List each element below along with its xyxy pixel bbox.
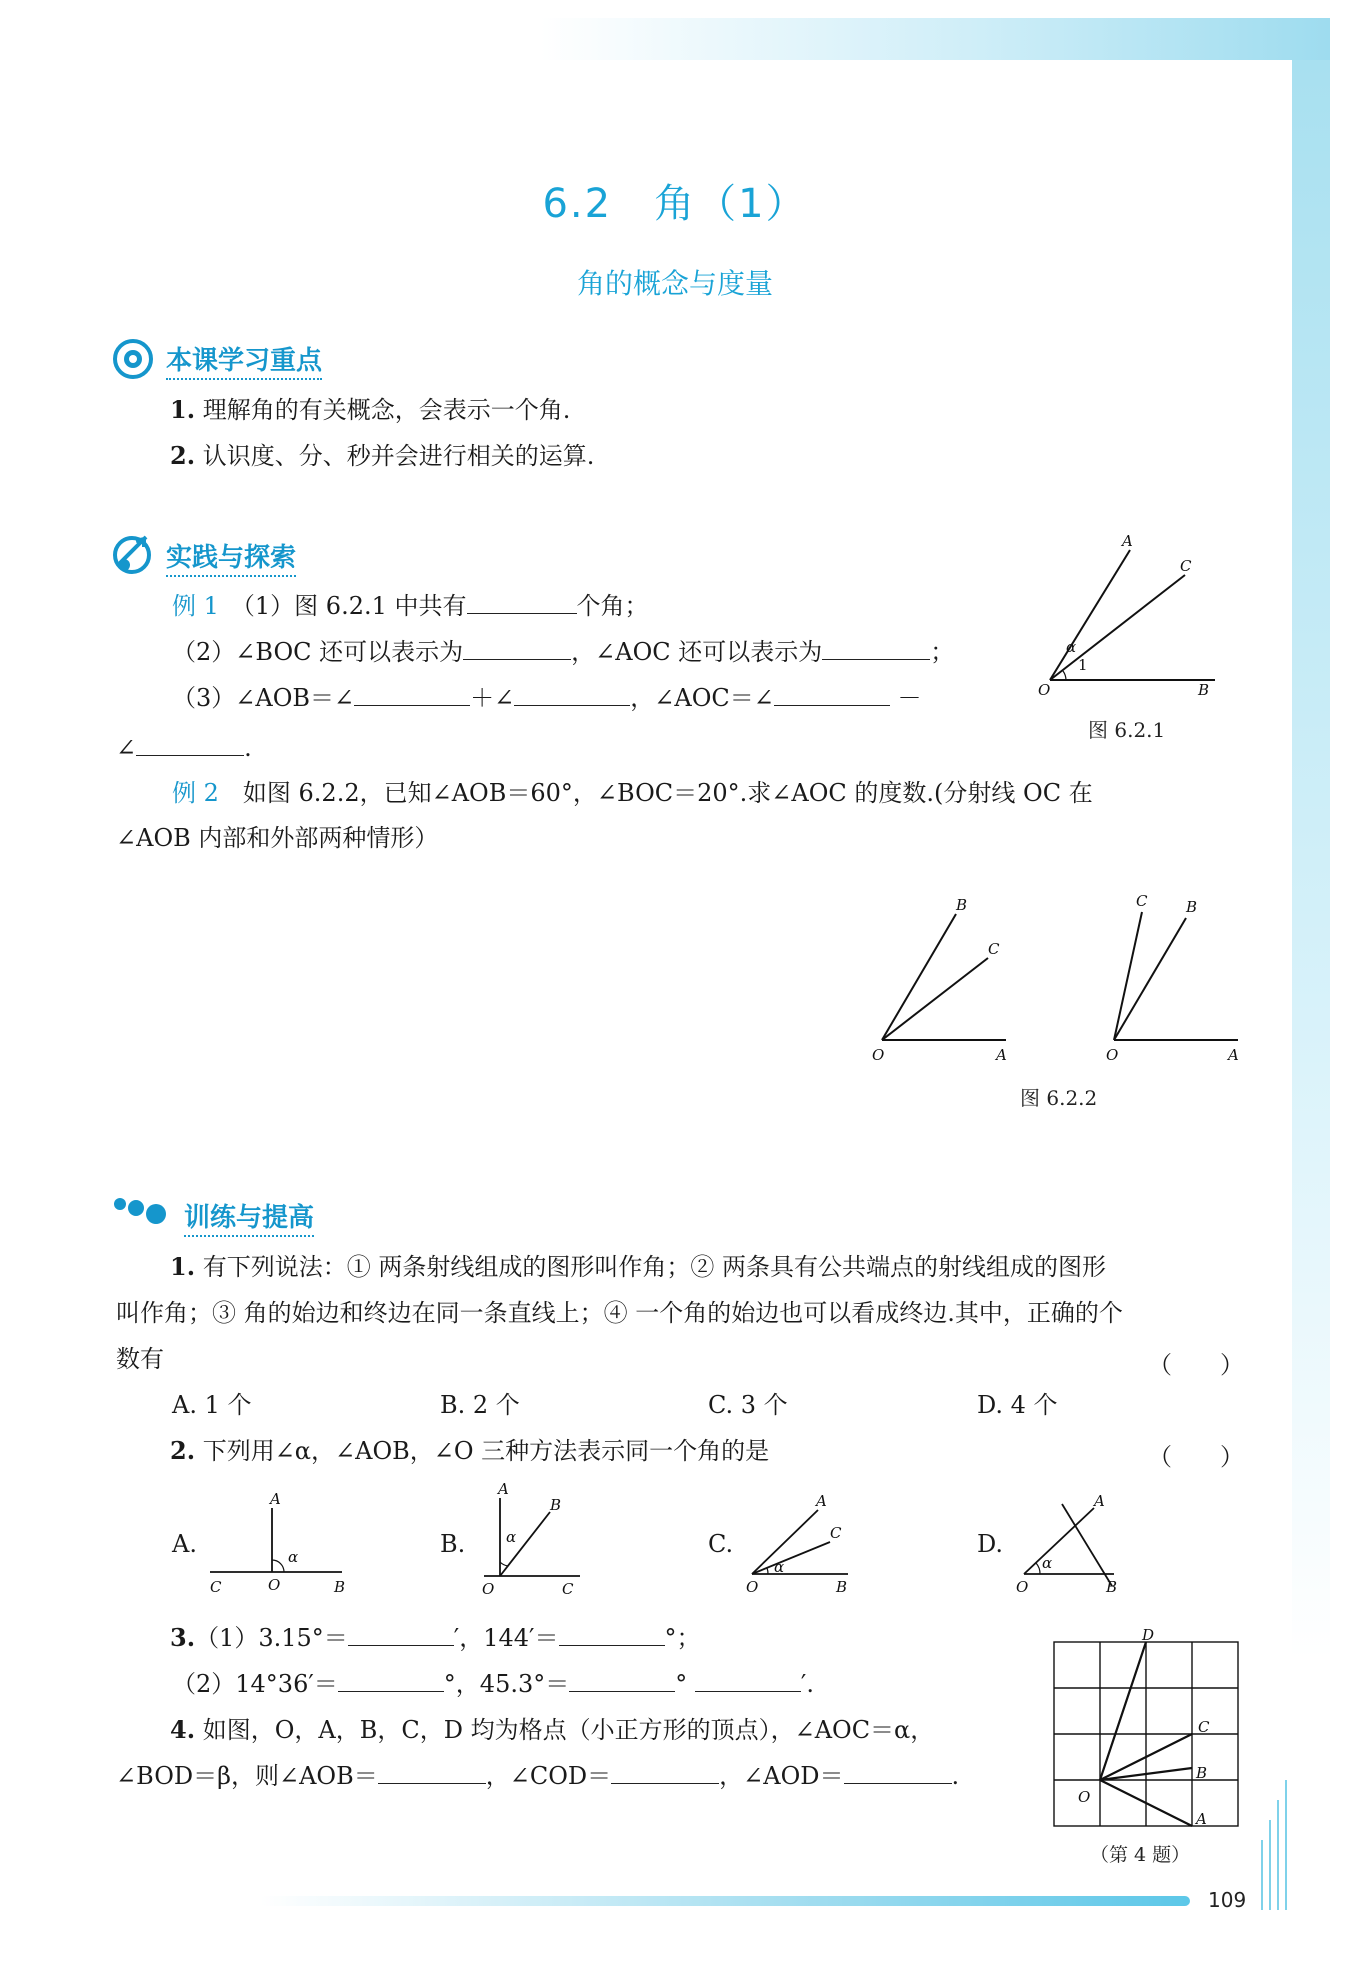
- svg-text:B: B: [550, 1496, 562, 1514]
- section-heading-practice: 实践与探索: [166, 537, 296, 577]
- section-heading-training: 训练与提高: [184, 1197, 314, 1237]
- example1-q3-cont: ∠ .: [116, 734, 252, 762]
- answer-blank[interactable]: [844, 1761, 952, 1784]
- answer-blank[interactable]: [378, 1761, 486, 1784]
- svg-text:D: D: [1142, 1626, 1155, 1644]
- svg-text:C: C: [988, 940, 1000, 958]
- page-subtitle: 角的概念与度量: [576, 267, 773, 300]
- answer-blank[interactable]: [354, 683, 470, 706]
- q1-option-c: C. 3 个: [708, 1391, 788, 1419]
- svg-text:α: α: [1066, 638, 1077, 656]
- q1-option-b: B. 2 个: [440, 1391, 520, 1419]
- svg-text:B: B: [836, 1578, 848, 1596]
- svg-text:O: O: [268, 1576, 281, 1594]
- q2-figure-a: [200, 1490, 350, 1600]
- q2-answer-paren[interactable]: （ ）: [1148, 1443, 1244, 1471]
- example2-line2: ∠AOB 内部和外部两种情形）: [116, 824, 439, 852]
- q1-option-a: A. 1 个: [172, 1391, 252, 1419]
- q2-figure-b: [470, 1480, 600, 1600]
- example1-q1: 例 1 （1）图 6.2.1 中共有 个角；: [172, 592, 649, 620]
- svg-text:O: O: [1038, 681, 1051, 699]
- answer-blank[interactable]: [569, 1669, 675, 1692]
- q1-line1: 1. 有下列说法：① 两条射线组成的图形叫作角；② 两条具有公共端点的射线组成的图形: [170, 1252, 1106, 1281]
- svg-text:B: B: [1198, 681, 1210, 699]
- decoration-vertical-lines: [1258, 1780, 1298, 1910]
- svg-text:O: O: [872, 1046, 885, 1064]
- answer-blank[interactable]: [338, 1669, 444, 1692]
- q1-line2: 叫作角；③ 角的始边和终边在同一条直线上；④ 一个角的始边也可以看成终边.其中，正确的个: [116, 1299, 1123, 1327]
- q4-line1: 4. 如图，O，A，B，C，D 均为格点（小正方形的顶点），∠AOC＝α，: [170, 1715, 935, 1744]
- svg-text:C: C: [1136, 892, 1148, 910]
- svg-text:A: A: [816, 1492, 827, 1510]
- figure-6-2-1-caption: 图 6.2.1: [1088, 718, 1166, 742]
- answer-blank[interactable]: [822, 637, 930, 660]
- svg-text:B: B: [1196, 1764, 1208, 1782]
- svg-text:C: C: [830, 1524, 842, 1542]
- answer-blank[interactable]: [611, 1761, 719, 1784]
- svg-text:A: A: [498, 1480, 509, 1498]
- key-point-2: 2. 认识度、分、秒并会进行相关的运算.: [170, 441, 595, 470]
- svg-text:A: A: [270, 1490, 281, 1508]
- answer-blank[interactable]: [559, 1623, 665, 1646]
- q2-figure-c: [738, 1486, 868, 1596]
- svg-text:α: α: [1042, 1554, 1053, 1572]
- svg-text:C: C: [1180, 557, 1192, 575]
- svg-text:α: α: [288, 1548, 299, 1566]
- q2-option-b-label: B.: [440, 1530, 466, 1558]
- q2-option-a-label: A.: [172, 1530, 197, 1558]
- example1-q3: （3）∠AOB＝∠ ＋∠ ，∠AOC＝∠ －: [172, 684, 922, 712]
- q4-figure-caption: （第 4 题）: [1090, 1844, 1191, 1866]
- svg-text:O: O: [1106, 1046, 1119, 1064]
- q4-grid-figure: [1046, 1628, 1246, 1828]
- q2-figure-d: [1010, 1488, 1140, 1598]
- answer-blank[interactable]: [467, 591, 577, 614]
- answer-blank[interactable]: [774, 683, 890, 706]
- svg-text:B: B: [956, 896, 968, 914]
- svg-text:A: A: [1228, 1046, 1239, 1064]
- q1-answer-paren[interactable]: （ ）: [1148, 1351, 1244, 1379]
- figure-6-2-1: [1030, 530, 1230, 700]
- svg-text:A: A: [1122, 532, 1133, 550]
- svg-text:O: O: [746, 1578, 759, 1596]
- q2-option-c-label: C.: [708, 1530, 734, 1558]
- svg-text:C: C: [562, 1580, 574, 1598]
- answer-blank[interactable]: [695, 1669, 801, 1692]
- svg-text:A: A: [1196, 1810, 1207, 1828]
- q3-line2: （2）14°36′＝ °，45.3°＝ ° ′.: [172, 1670, 814, 1698]
- svg-text:B: B: [1106, 1578, 1118, 1596]
- section-heading-key-points: 本课学习重点: [166, 340, 322, 380]
- q3-line1: 3.（1）3.15°＝ ′，144′＝ °；: [170, 1623, 701, 1652]
- bottom-decoration-bar: [260, 1896, 1190, 1906]
- top-decoration-band: [540, 18, 1330, 60]
- answer-blank[interactable]: [348, 1623, 454, 1646]
- figure-6-2-2: [866, 890, 1246, 1070]
- svg-text:O: O: [482, 1580, 495, 1598]
- q1-option-d: D. 4 个: [977, 1391, 1058, 1419]
- answer-blank[interactable]: [463, 637, 571, 660]
- page-title: 6.2 角（1）: [542, 181, 808, 227]
- svg-text:α: α: [774, 1558, 785, 1576]
- svg-text:1: 1: [1078, 656, 1088, 674]
- svg-text:A: A: [996, 1046, 1007, 1064]
- q2-text: 2. 下列用∠α，∠AOB，∠O 三种方法表示同一个角的是: [170, 1436, 770, 1465]
- svg-text:O: O: [1078, 1788, 1091, 1806]
- svg-text:C: C: [210, 1578, 222, 1596]
- answer-blank[interactable]: [136, 733, 244, 756]
- svg-text:B: B: [334, 1578, 346, 1596]
- explore-icon: [112, 533, 154, 575]
- svg-text:B: B: [1186, 898, 1198, 916]
- q4-line2: ∠BOD＝β，则∠AOB＝ ，∠COD＝ ，∠AOD＝ .: [116, 1762, 960, 1790]
- key-point-1: 1. 理解角的有关概念，会表示一个角.: [170, 395, 571, 424]
- svg-text:A: A: [1094, 1492, 1105, 1510]
- dots-icon: [112, 1194, 172, 1228]
- example1-q2: （2）∠BOC 还可以表示为 ，∠AOC 还可以表示为 ；: [172, 638, 955, 666]
- target-icon: [112, 338, 154, 380]
- svg-text:α: α: [506, 1528, 517, 1546]
- svg-text:O: O: [1016, 1578, 1029, 1596]
- example2-line1: 例 2 如图 6.2.2，已知∠AOB＝60°，∠BOC＝20°.求∠AOC 的度数.(分射线 OC 在: [172, 779, 1093, 807]
- q2-option-d-label: D.: [977, 1530, 1004, 1558]
- figure-6-2-2-caption: 图 6.2.2: [1020, 1086, 1098, 1110]
- q1-line3: 数有: [116, 1345, 164, 1373]
- answer-blank[interactable]: [514, 683, 630, 706]
- svg-text:C: C: [1198, 1718, 1210, 1736]
- page-number: 109: [1208, 1888, 1247, 1912]
